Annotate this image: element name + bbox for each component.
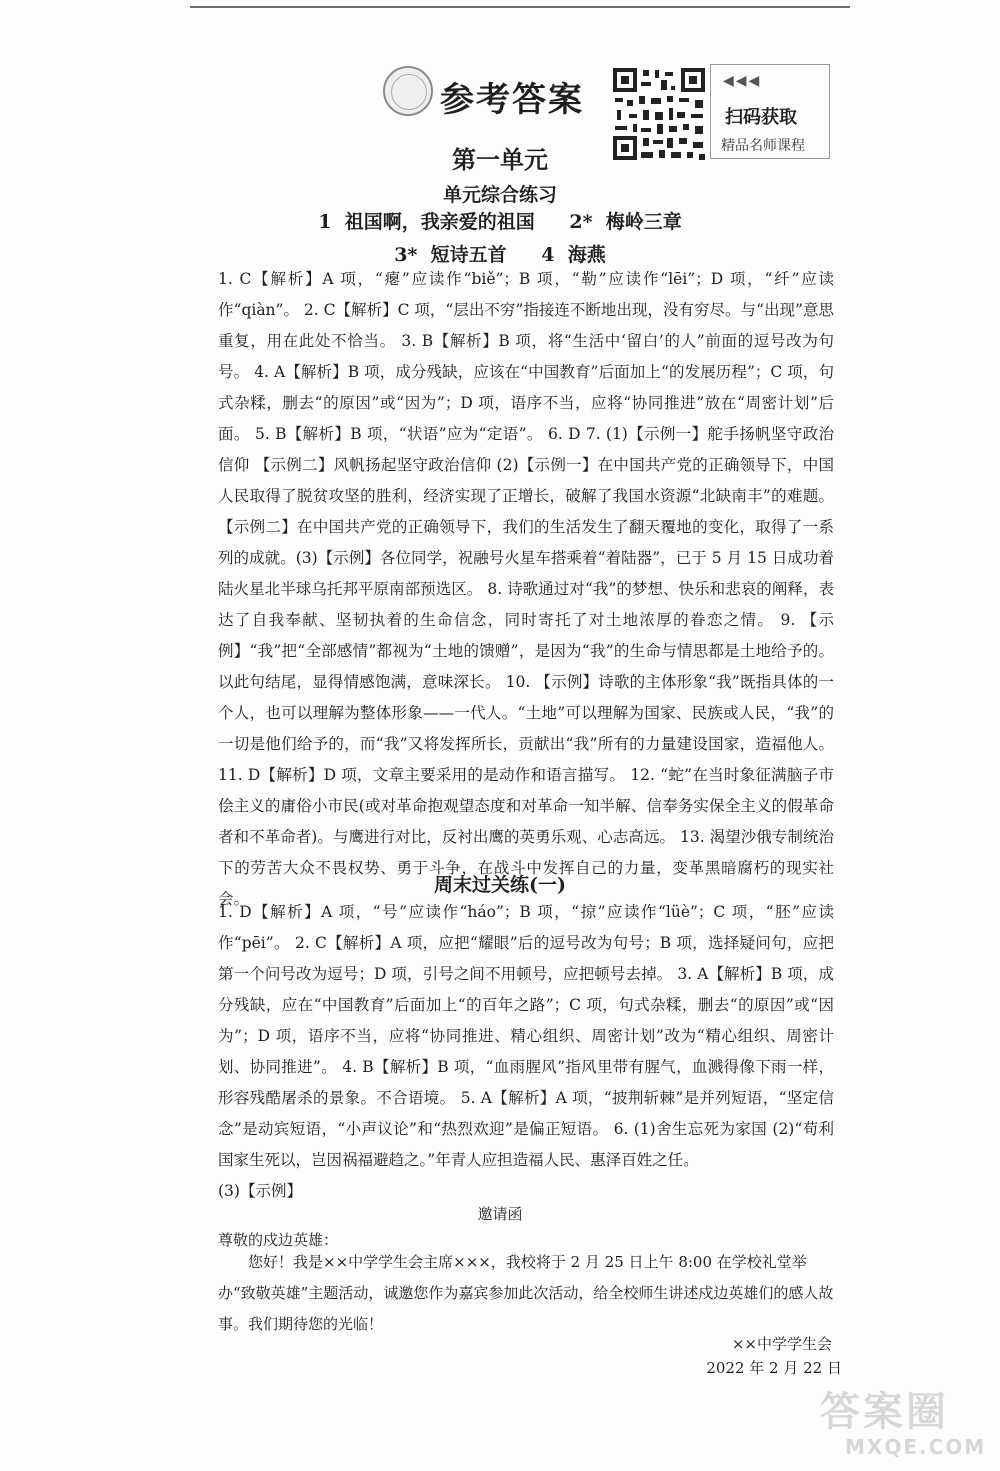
arrow-icons: ◀◀◀: [723, 73, 762, 89]
letter-date: 2022 年 2 月 22 日: [706, 1359, 842, 1377]
lesson-item: 3* 短诗五首: [394, 244, 507, 266]
lesson-line-1: [0, 207, 1000, 234]
letter-signature: ××中学学生会: [731, 1335, 832, 1353]
watermark-url: MXQE.COM: [845, 1435, 987, 1459]
lesson-item: 2* 梅岭三章: [569, 211, 682, 233]
stamp-seal-icon: [383, 66, 433, 116]
top-rule: [190, 6, 850, 8]
qr-caption: 扫码获取: [725, 107, 797, 128]
lesson-line-2: [0, 240, 1000, 267]
letter-body: 您好！我是××中学学生会主席×××，我校将于 2 月 25 日上午 8:00 在学校礼堂举办“致敬英雄”主题活动，诚邀您作为嘉宾参加此次活动，给全校师生讲述戍边英雄们的感人故事。我们期待您的光临！: [218, 1253, 834, 1333]
watermark-logo: 答案圈: [820, 1388, 949, 1435]
unit-title: 第一单元: [452, 145, 548, 174]
practice-title: 单元综合练习: [442, 184, 557, 206]
lesson-item: 4 海燕: [541, 244, 606, 266]
answer-3-label: (3)【示例】: [218, 1182, 302, 1200]
qr-subcaption: 精品名师课程: [721, 138, 805, 154]
answers-unit-practice: 1. C【解析】A 项，“瘪”应读作“biě”；B 项，“勒”应读作“lēi”；D 项，“纤”应读作“qiàn”。 2. C【解析】C 项，“层出不穷”指接连不断地出现，没有穷尽。与“出现”意思重复，用在此处不恰当。 3. B【解析】B 项，将“生活中‘留白’的人”前面的逗号改为句号。 4. A【解析】B 项，成分残缺，应该在“中国教育”后面加上“的发展历程”；C 项，句式杂糅，删去“的原因”或“因为”；D 项，语序不当，应将“协同推进”放在“周密计划”后面。 5. B【解析】B 项，“状语”应为“定语”。 6. D 7. (1)【示例一】舵手扬帆坚守政治信仰 【示例二】风帆扬起坚守政治信仰 (2)【示例一】在中国共产党的正确领导下，中国人民取得了脱贫攻坚的胜利，经济实现了正增长，破解了我国水资源“北缺南丰”的难题。【示例二】在中国共产党的正确领导下，我们的生活发生了翻天覆地的变化，取得了一系列的成就。(3)【示例】各位同学，祝融号火星车搭乘着“着陆器”，已于 5 月 15 日成功着陆火星北半球乌托邦平原南部预选区。 8. 诗歌通过对“我”的梦想、快乐和悲哀的阐释，表达了自我奉献、坚韧执着的生命信念，同时寄托了对土地浓厚的眷恋之情。 9. 【示例】“我”把“全部感情”都视为“土地的馈赠”，是因为“我”的生命与情思都是土地给予的。以此句结尾，显得情感饱满，意味深长。 10. 【示例】诗歌的主体形象“我”既指具体的一个人，也可以理解为整体形象——一代人。“土地”可以理解为国家、民族或人民，“我”的一切是他们给予的，而“我”又将发挥所长，贡献出“我”所有的力量建设国家，造福他人。 11. D【解析】D 项，文章主要采用的是动作和语言描写。 12. “蛇”在当时象征满脑子市侩主义的庸俗小市民(或对革命抱观望态度和对革命一知半解、信奉务实保全主义的假革命者和不革命者)。与鹰进行对比，反衬出鹰的英勇乐观、心志高远。 13. 渴望沙俄专制统治下的劳苦大众不畏权势、勇于斗争，在战斗中发挥自己的力量，变革黑暗腐朽的现实社会。: [218, 270, 834, 908]
letter-greeting: 尊敬的戍边英雄：: [218, 1231, 339, 1249]
letter-title: 邀请函: [477, 1205, 523, 1223]
answers-weekend-text: 1. D【解析】A 项，“号”应读作“háo”；B 项，“掠”应读作“lüè”；C 项，“胚”应读作“pēi”。 2. C【解析】A 项，应把“耀眼”后的逗号改为句号；B 项，选择疑问句，应把第一个问号改为逗号；D 项，引号之间不用顿号，应把顿号去掉。 3. A【解析】B 项，成分残缺，应在“中国教育”后面加上“的百年之路”；C 项，句式杂糅，删去“的原因”或“因为”；D 项，语序不当，应将“协同推进、精心组织、周密计划”改为“精心组织、周密计划、协同推进”。 4. B【解析】B 项，“血雨腥风”指风里带有腥气，血溅得像下雨一样，形容残酷屠杀的景象。不合语境。 5. A【解析】A 项，“披荆斩棘”是并列短语，“坚定信念”是动宾短语，“小声议论”和“热烈欢迎”是偏正短语。 6. (1)舍生忘死为家国 (2)“苟利国家生死以，岂因祸福避趋之。”年青人应担造福人民、惠泽百姓之任。: [218, 903, 834, 1169]
page-title: 参考答案: [440, 80, 584, 120]
weekend-title: 周末过关练(一): [434, 874, 566, 896]
answers-weekend: [218, 897, 834, 1207]
lesson-item: 1 祖国啊，我亲爱的祖国: [318, 211, 535, 233]
